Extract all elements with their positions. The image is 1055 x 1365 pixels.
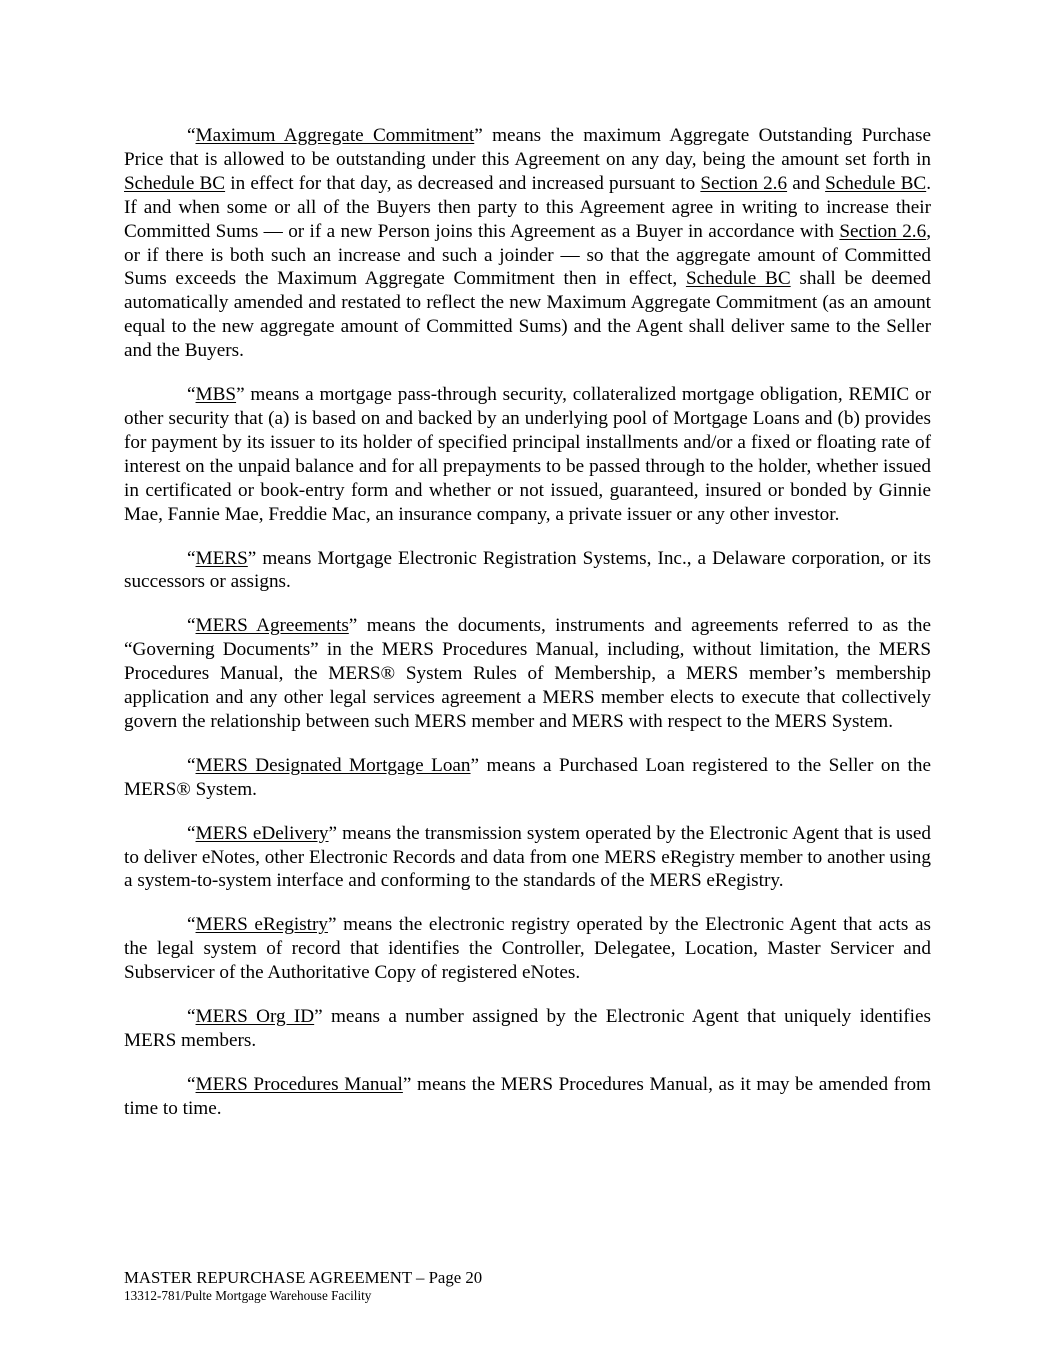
- page-footer: [124, 1268, 931, 1304]
- footer-document-id: 13312-781/Pulte Mortgage Warehouse Facility: [124, 1288, 372, 1303]
- defined-term: MERS Procedures Manual: [195, 1073, 403, 1095]
- definition-mbs: “MBS” means a mortgage pass-through security, collateralized mortgage obligation, REMIC or other security that (a) is based on and backed by an underlying pool of Mortgage Loans and (b) provides for payment by its issuer to its holder of specified principal installments and/or a fixed or floating rate of interest on the unpaid balance and for all prepayments to be passed through to the holder, whether issued in certificated or book-entry form and whether or not issued, guaranteed, insured or bonded by Ginnie Mae, Fannie Mae, Freddie Mac, an insurance company, a private issuer or any other investor.: [124, 384, 931, 525]
- page-body: [124, 124, 931, 1141]
- definition-mers-edelivery: “MERS eDelivery” means the transmission system operated by the Electronic Agent that is used to deliver eNotes, other Electronic Records and data from one MERS eRegistry member to another using a system-to-system interface and conforming to the standards of the MERS eRegistry.: [124, 822, 931, 892]
- footer-title: MASTER REPURCHASE AGREEMENT – Page 20: [124, 1268, 483, 1287]
- defined-term: MERS Designated Mortgage Loan: [195, 754, 471, 776]
- definition-mers-eregistry: “MERS eRegistry” means the electronic registry operated by the Electronic Agent that acts as the legal system of record that identifies the Controller, Delegatee, Location, Master Servicer and Subservicer of the Authoritative Copy of registered eNotes.: [124, 914, 931, 984]
- cross-reference-section-2-6: Section 2.6: [839, 220, 927, 242]
- cross-reference-schedule-bc: Schedule BC: [124, 172, 226, 194]
- defined-term: MBS: [195, 384, 237, 406]
- definition-mers: “MERS” means Mortgage Electronic Registration Systems, Inc., a Delaware corporation, or its successors or assigns.: [124, 547, 931, 593]
- defined-term: MERS eDelivery: [195, 822, 329, 844]
- definition-mers-procedures-manual: “MERS Procedures Manual” means the MERS Procedures Manual, as it may be amended from time to time.: [124, 1073, 931, 1119]
- definition-mers-org-id: “MERS Org ID” means a number assigned by the Electronic Agent that uniquely identifies MERS members.: [124, 1006, 931, 1051]
- definition-maximum-aggregate-commitment: “Maximum Aggregate Commitment” means the maximum Aggregate Outstanding Purchase Price that is allowed to be outstanding under this Agreement on any day, being the amount set forth in Schedule BC in effect for that day, as decreased and increased pursuant to Section 2.6 and Schedule BC. If and when some or all of the Buyers then party to this Agreement agree in writing to increase their Committed Sums — or if a new Person joins this Agreement as a Buyer in accordance with Section 2.6, or if there is both such an increase and such a joinder — so that the aggregate amount of Committed Sums exceeds the Maximum Aggregate Commitment then in effect, Schedule BC shall be deemed automatically amended and restated to reflect the new Maximum Aggregate Commitment (as an amount equal to the new aggregate amount of Committed Sums) and the Agent shall deliver same to the Seller and the Buyers.: [124, 125, 931, 362]
- defined-term: MERS eRegistry: [195, 914, 328, 936]
- defined-term: Maximum Aggregate Commitment: [195, 125, 475, 146]
- definition-mers-agreements: “MERS Agreements” means the documents, instruments and agreements referred to as the “Governing Documents” in the MERS Procedures Manual, including, without limitation, the MERS Procedures Manual, the MERS® System Rules of Membership, a MERS member’s membership application and any other legal services agreement a MERS member elects to execute that collectively govern the relationship between such MERS member and MERS with respect to the MERS System.: [124, 615, 931, 732]
- cross-reference-schedule-bc: Schedule BC: [685, 268, 791, 290]
- defined-term: MERS Agreements: [195, 615, 349, 637]
- cross-reference-schedule-bc: Schedule BC: [825, 172, 927, 194]
- definition-mers-designated-mortgage-loan: “MERS Designated Mortgage Loan” means a Purchased Loan registered to the Seller on the MERS® System.: [124, 754, 931, 800]
- defined-term: MERS Org ID: [195, 1006, 315, 1028]
- defined-term: MERS: [195, 547, 248, 569]
- cross-reference-section-2-6: Section 2.6: [700, 172, 788, 194]
